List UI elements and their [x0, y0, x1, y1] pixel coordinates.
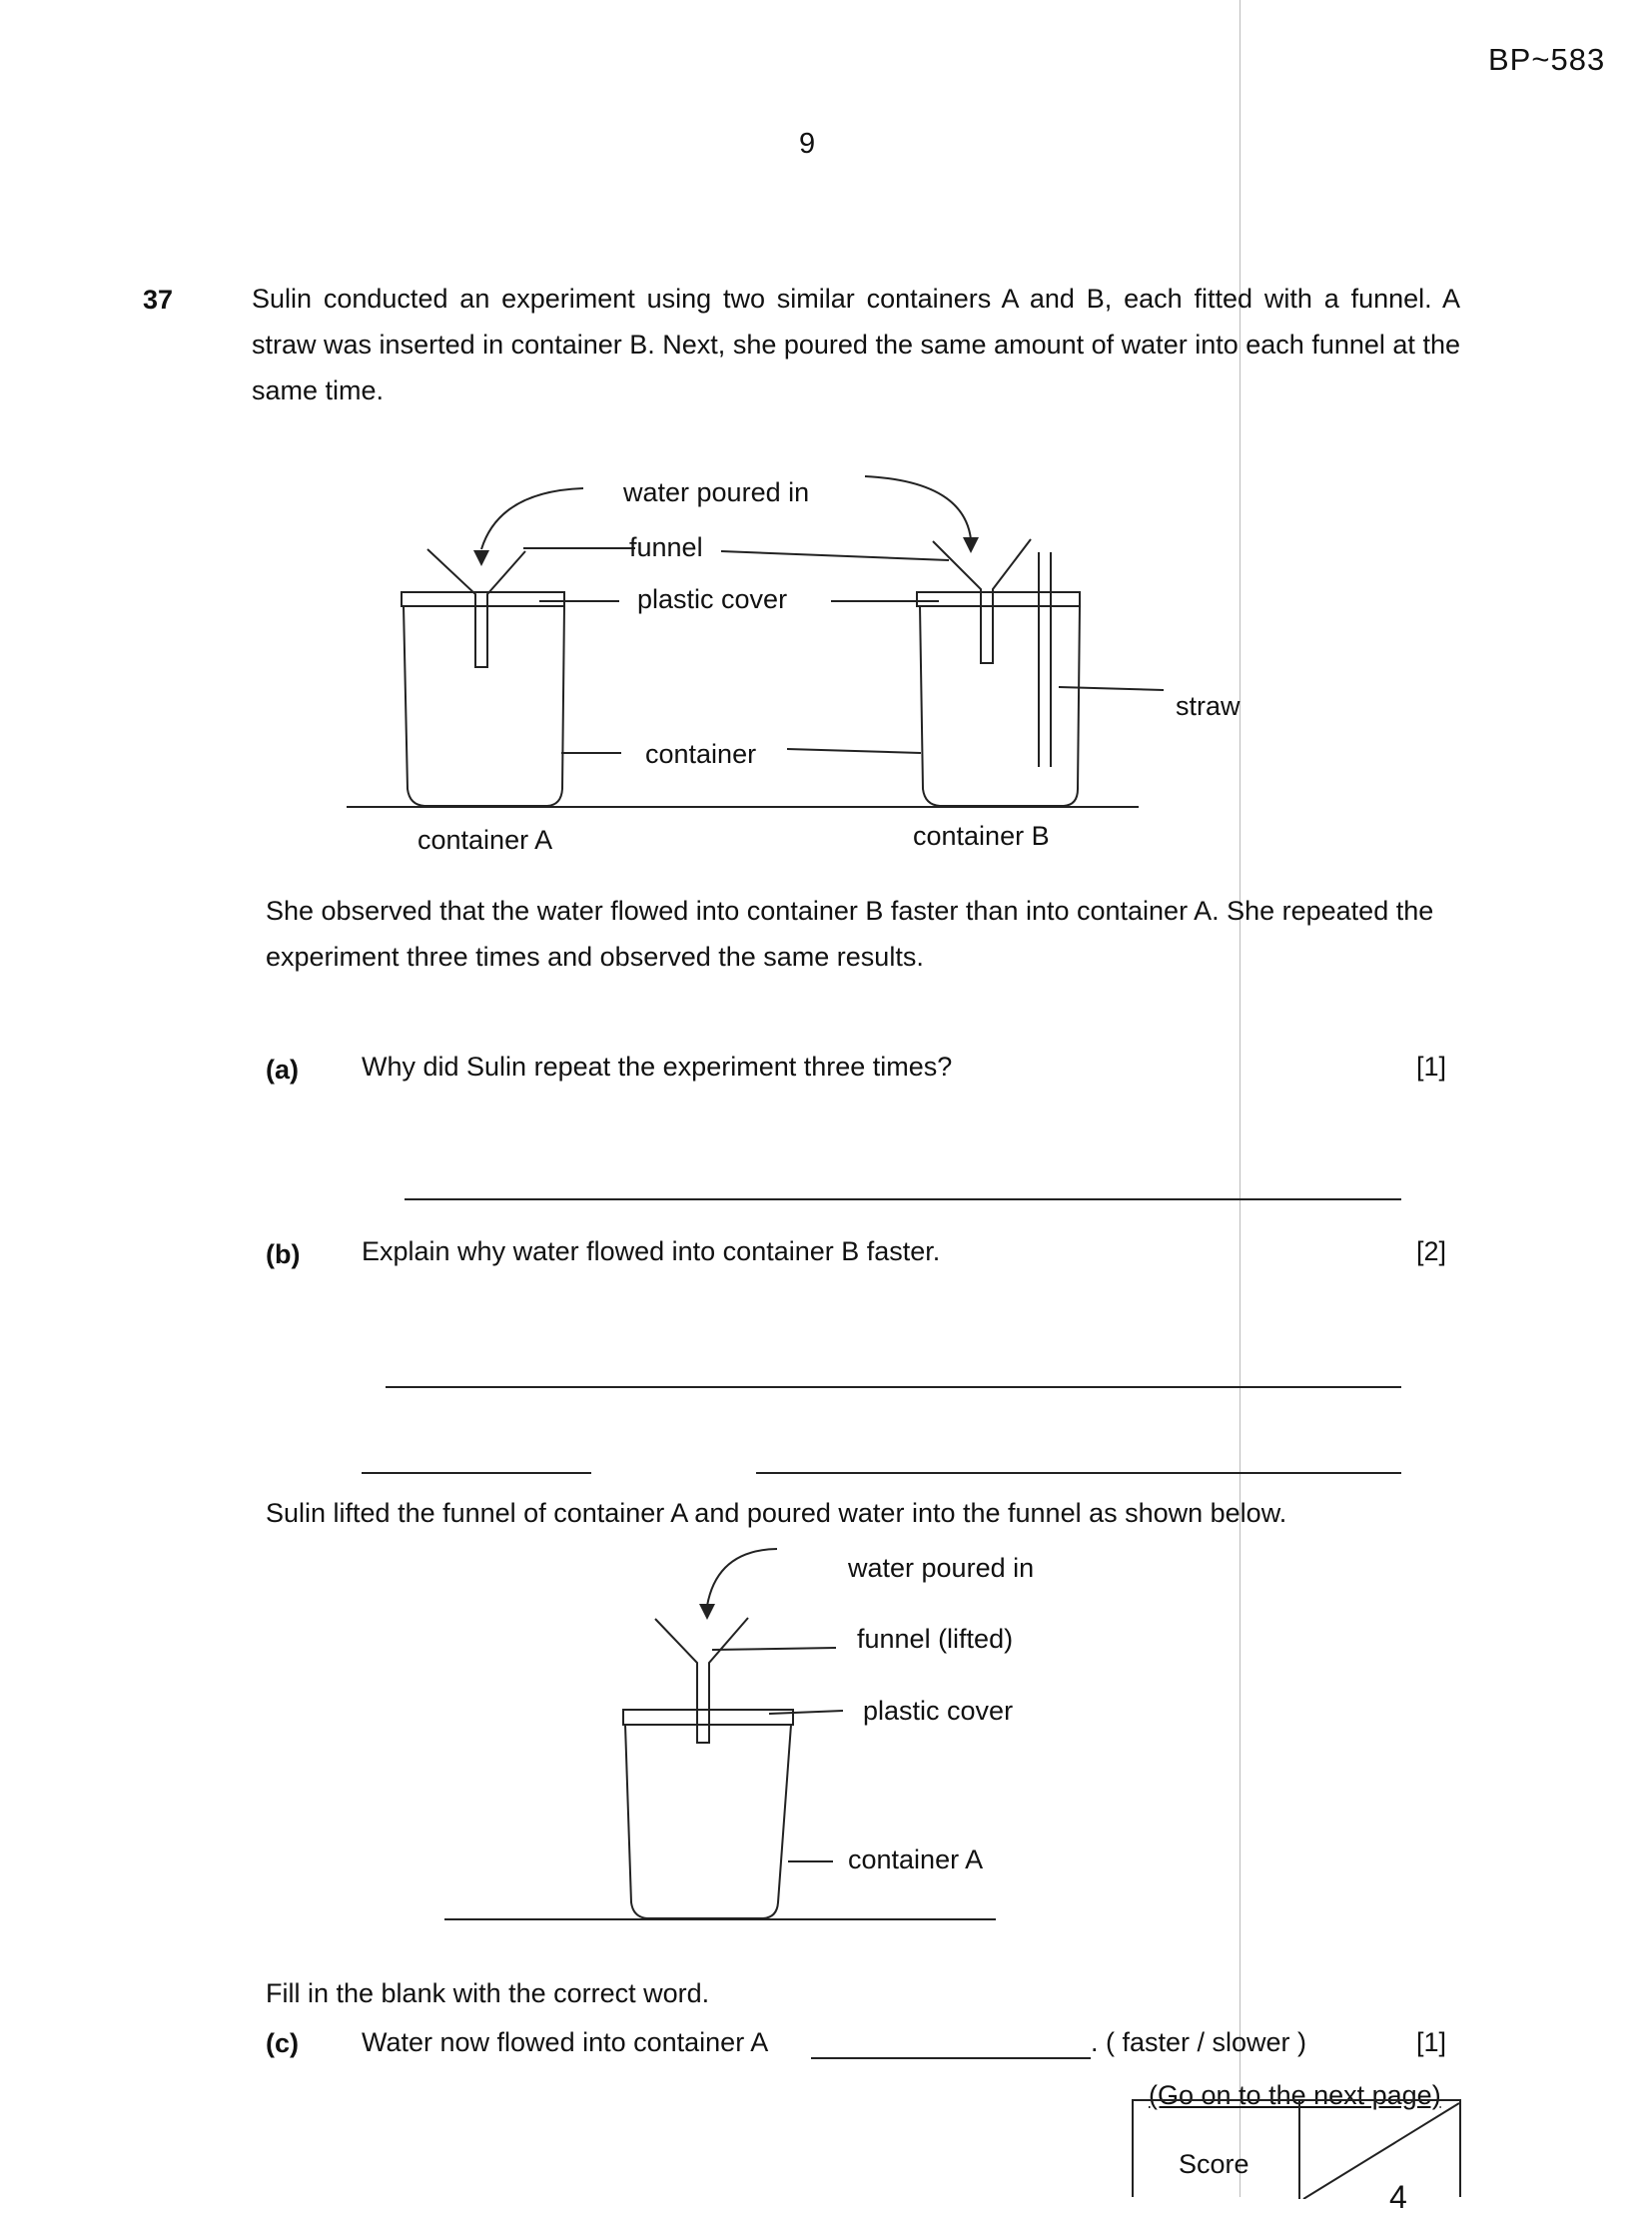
question-intro: Sulin conducted an experiment using two similar containers A and B, each fitted with a funnel. A straw was inserted in container B. Next, she poured the same amount of water into each funnel at the same time. [252, 284, 1460, 405]
part-c-sentence: Water now flowed into container A [362, 2027, 769, 2057]
observation-text: She observed that the water flowed into container B faster than into container A. She repeated the experiment three times and observed the same results. [266, 896, 1434, 972]
part-b-label: (b) [266, 1239, 301, 1269]
arrow-lifted [707, 1549, 777, 1606]
leader-funnel-lifted [712, 1648, 836, 1650]
label-container: container [645, 739, 757, 769]
label-plastic-cover-2: plastic cover [863, 1696, 1014, 1726]
part-b-marks: [2] [1416, 1236, 1447, 1266]
score-box [1132, 2099, 1461, 2215]
label-plastic-cover: plastic cover [637, 584, 788, 614]
container-a-lifted-drawing [623, 1618, 793, 1918]
label-water-poured-in: water poured in [623, 477, 810, 507]
label-container-a-2: container A [848, 1845, 984, 1874]
part-a-question: Why did Sulin repeat the experiment three times? [362, 1052, 953, 1082]
part-c-label: (c) [266, 2028, 299, 2058]
part-a-label: (a) [266, 1055, 299, 1085]
part-c-blank[interactable] [811, 2057, 1091, 2059]
lifted-funnel-intro: Sulin lifted the funnel of container A and poured water into the funnel as shown below. [266, 1498, 1287, 1528]
page-number: 9 [799, 128, 816, 160]
fill-instruction: Fill in the blank with the correct word. [266, 1978, 710, 2008]
arrowhead-lifted [699, 1604, 715, 1620]
part-b-question: Explain why water flowed into container B faster. [362, 1236, 941, 1266]
score-label: Score [1179, 2149, 1249, 2179]
part-c-marks: [1] [1416, 2027, 1447, 2057]
document-code: BP~583 [1488, 42, 1606, 77]
question-number: 37 [143, 285, 174, 315]
leader-cover-lifted [769, 1711, 843, 1714]
part-c-options: . ( faster / slower ) [1091, 2027, 1307, 2057]
part-a-marks: [1] [1416, 1052, 1447, 1082]
label-container-b: container B [913, 821, 1050, 851]
go-on-next-page: (Go on to the next page) [1149, 2080, 1441, 2110]
label-straw: straw [1176, 691, 1240, 721]
label-funnel: funnel [629, 532, 703, 562]
label-container-a: container A [417, 825, 553, 855]
score-diagonal [1134, 2101, 1463, 2199]
label-funnel-lifted: funnel (lifted) [857, 1624, 1014, 1654]
label-water-poured-in-2: water poured in [848, 1553, 1035, 1583]
score-total: 4 [1389, 2179, 1407, 2215]
